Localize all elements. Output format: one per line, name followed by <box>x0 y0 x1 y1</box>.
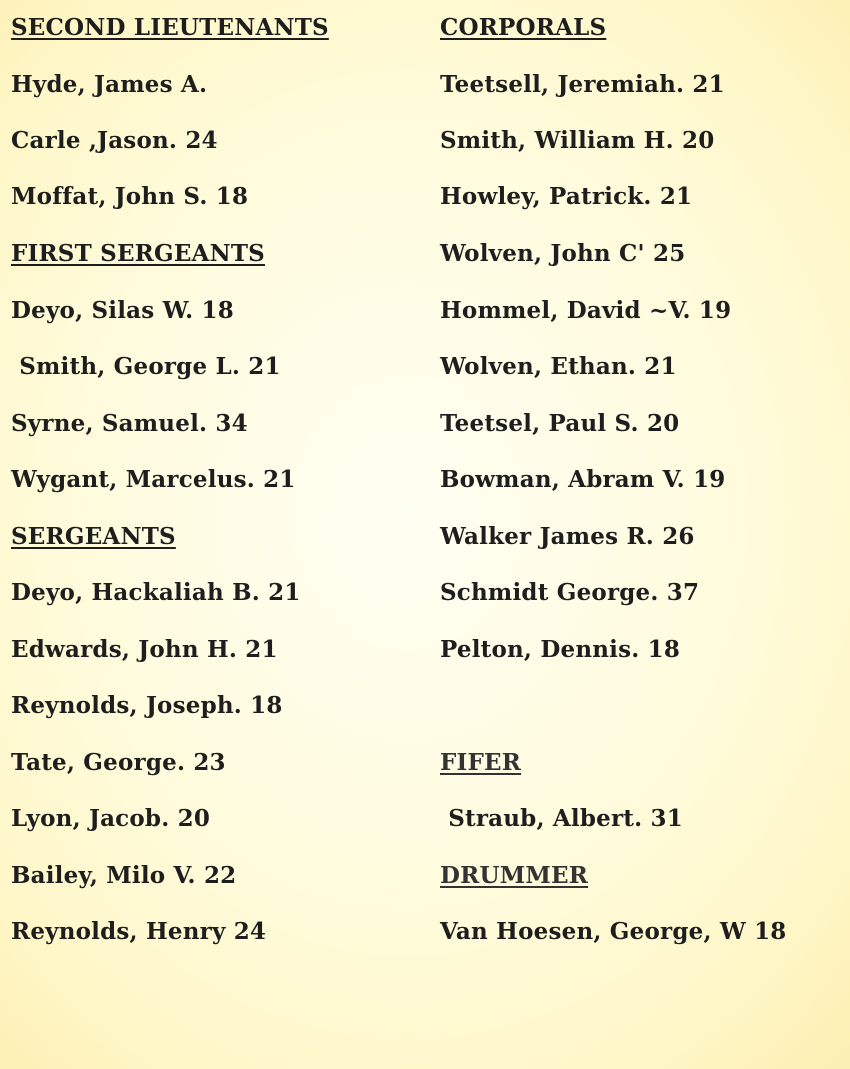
roster-entry: Carle ,Jason. 24 <box>11 127 218 154</box>
roster-entry: Smith, George L. 21 <box>11 353 281 380</box>
section-heading-drummer: DRUMMER <box>440 862 589 889</box>
roster-entry: Hommel, David ~V. 19 <box>440 297 732 324</box>
roster-entry: Schmidt George. 37 <box>440 579 700 606</box>
roster-entry: Teetsel, Paul S. 20 <box>440 410 680 437</box>
section-heading-corporals: CORPORALS <box>440 14 607 41</box>
roster-entry: Moffat, John S. 18 <box>11 183 249 210</box>
roster-entry: Smith, William H. 20 <box>440 127 715 154</box>
roster-entry: Bowman, Abram V. 19 <box>440 466 726 493</box>
roster-entry: Edwards, John H. 21 <box>11 636 278 663</box>
roster-entry: Wolven, Ethan. 21 <box>440 353 677 380</box>
section-heading-first-sergeants: FIRST SERGEANTS <box>11 240 265 267</box>
section-heading-second-lieutenants: SECOND LIEUTENANTS <box>11 14 329 41</box>
roster-entry: Reynolds, Joseph. 18 <box>11 692 283 719</box>
roster-entry: Hyde, James A. <box>11 71 208 98</box>
roster-entry: Wygant, Marcelus. 21 <box>11 466 296 493</box>
roster-entry: Deyo, Hackaliah B. 21 <box>11 579 301 606</box>
roster-entry: Van Hoesen, George, W 18 <box>440 918 787 945</box>
section-heading-fifer: FIFER <box>440 749 522 776</box>
roster-entry: Walker James R. 26 <box>440 523 695 550</box>
section-heading-sergeants: SERGEANTS <box>11 523 176 550</box>
roster-entry: Deyo, Silas W. 18 <box>11 297 234 324</box>
roster-entry: Wolven, John C' 25 <box>440 240 686 267</box>
roster-entry: Syrne, Samuel. 34 <box>11 410 248 437</box>
roster-entry: Bailey, Milo V. 22 <box>11 862 237 889</box>
roster-entry: Lyon, Jacob. 20 <box>11 805 211 832</box>
roster-entry: Reynolds, Henry 24 <box>11 918 267 945</box>
roster-entry: Straub, Albert. 31 <box>440 805 683 832</box>
roster-entry: Teetsell, Jeremiah. 21 <box>440 71 725 98</box>
roster-entry: Tate, George. 23 <box>11 749 226 776</box>
roster-entry: Pelton, Dennis. 18 <box>440 636 681 663</box>
roster-entry: Howley, Patrick. 21 <box>440 183 693 210</box>
